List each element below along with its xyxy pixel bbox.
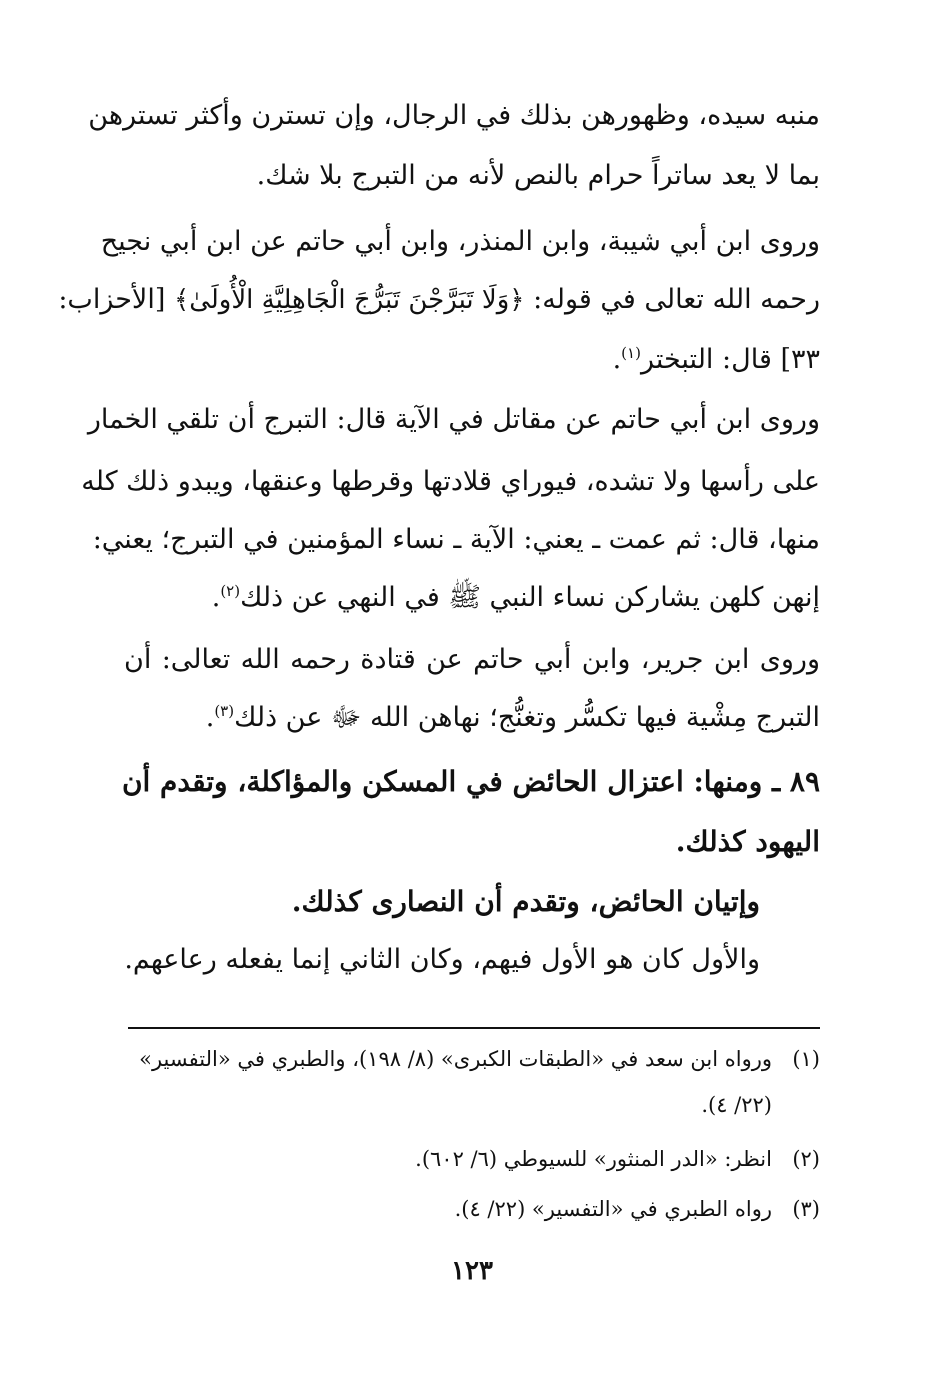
footnote-text-1: ورواه ابن سعد في «الطبقات الكبرى» (٨/ ١٩٨)، والطبري في «التفسير» [139, 1047, 772, 1071]
body-line-5 [124, 340, 820, 380]
body-line-3: وروى ابن أبي شيبة، وابن المنذر، وابن أبي حاتم عن ابن أبي نجيح [100, 226, 820, 257]
line11-text: التبرج مِشْية فيها تكسُّر وتغنُّج؛ نهاهن الله ﷻ عن ذلك [234, 702, 820, 733]
line5-text: ٣٣] قال: التبختر [640, 344, 820, 375]
footnote-ref-1[interactable]: (١) [621, 344, 641, 362]
footnote-ref-3[interactable]: (٣) [214, 702, 235, 720]
quran-verse: ﴿وَلَا تَبَرَّجْنَ تَبَرُّجَ الْجَاهِلِيَّةِ الْأُولَىٰ﴾ [173, 285, 525, 315]
body-line-9 [124, 578, 820, 618]
body-line-2: بما لا يعد ساتراً حرام بالنص لأنه من التبرج بلا شك. [256, 160, 820, 191]
footnote-number-2: (٢) [792, 1147, 820, 1171]
line11-end: . [205, 702, 215, 733]
line4-before: رحمه الله تعالى في قوله: [533, 284, 820, 315]
body-line-7: على رأسها ولا تشده، فيوراي قلادتها وقرطها وعنقها، ويبدو ذلك كله [81, 466, 820, 497]
footnote-1 [124, 1042, 820, 1076]
body-line-1: منبه سيده، وظهورهن بذلك في الرجال، وإن تسترن وأكثر تسترهن [88, 100, 820, 131]
body-line-11 [124, 698, 820, 738]
body-line-6: وروى ابن أبي حاتم عن مقاتل في الآية قال: التبرج أن تلقي الخمار [87, 404, 820, 435]
heading-89-line-2: اليهود كذلك. [675, 825, 820, 858]
body-line-4 [58, 280, 820, 320]
footnote-divider [128, 1027, 820, 1029]
quran-reference: [الأحزاب: [58, 284, 166, 315]
footnote-1-continuation: (٢٢/ ٤). [701, 1093, 772, 1117]
page-number: ١٢٣ [451, 1256, 493, 1286]
footnote-2 [124, 1142, 820, 1176]
footnote-number-3: (٣) [792, 1197, 820, 1221]
footnote-text-2: انظر: «الدر المنثور» للسيوطي (٦/ ٦٠٢). [415, 1147, 772, 1171]
line9-text: إنهن كلهن يشاركن نساء النبي ﷺ في النهي عن ذلك [240, 582, 820, 613]
body-line-8: منها، قال: ثم عمت ـ يعني: الآية ـ نساء المؤمنين في التبرج؛ يعني: [92, 524, 820, 555]
footnote-ref-2[interactable]: (٢) [220, 582, 241, 600]
heading-89-line-1: ٨٩ ـ ومنها: اعتزال الحائض في المسكن والمؤاكلة، وتقدم أن [121, 765, 820, 798]
footnote-number-1: (١) [792, 1047, 820, 1071]
footnote-3 [124, 1192, 820, 1226]
body-last-line: والأول كان هو الأول فيهم، وكان الثاني إنما يفعله رعاعهم. [124, 944, 760, 975]
line9-end: . [211, 582, 221, 613]
heading-2: وإتيان الحائض، وتقدم أن النصارى كذلك. [291, 885, 760, 918]
line5-end: . [612, 344, 622, 375]
body-line-10: وروى ابن جرير، وابن أبي حاتم عن قتادة رحمه الله تعالى: أن [124, 644, 820, 675]
footnote-text-3: رواه الطبري في «التفسير» (٢٢/ ٤). [454, 1197, 772, 1221]
